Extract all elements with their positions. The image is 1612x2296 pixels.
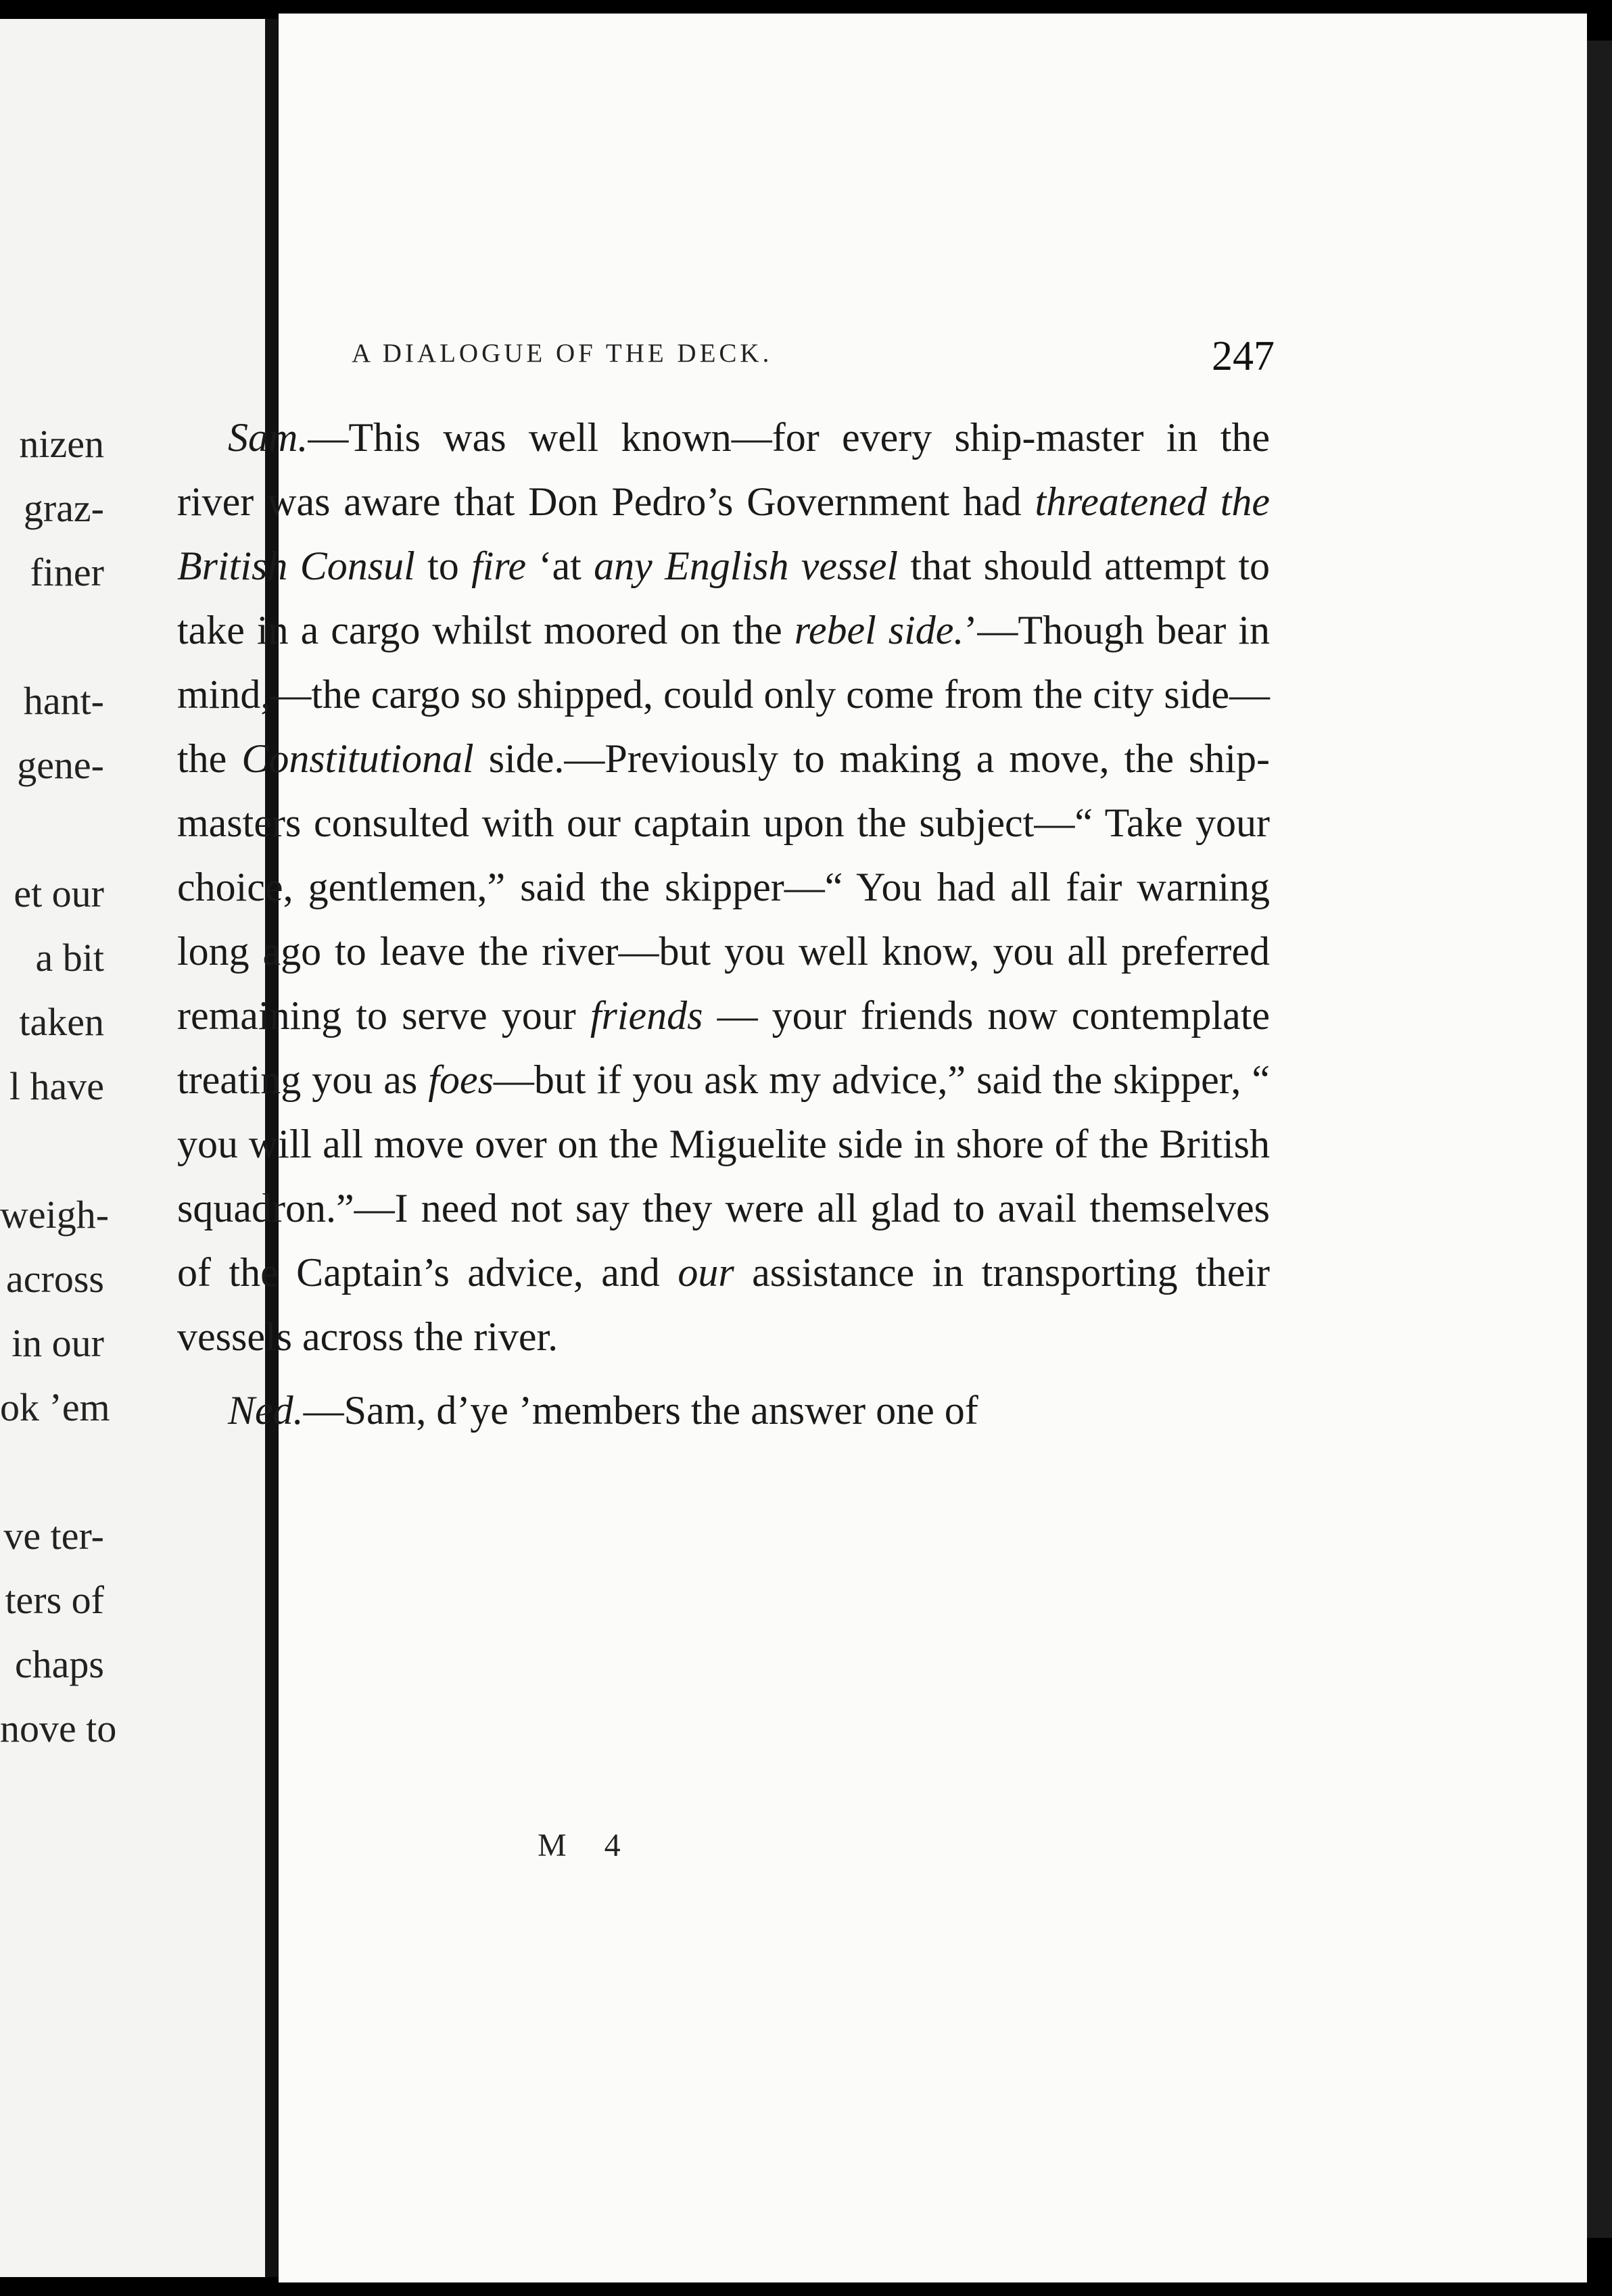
facing-page-line: ters of bbox=[5, 1578, 104, 1622]
facing-page-line: gene- bbox=[17, 743, 104, 787]
body-text-span: —Sam, d’ye ’members the answer one of bbox=[303, 1388, 978, 1433]
italic-text: our bbox=[678, 1250, 734, 1295]
body-text-span: ’—Though bear in mind,—the cargo so shipped, could only come from the city side—the bbox=[177, 608, 1270, 781]
body-text-span: —but if you ask my advice,” said the skipper, “ you will all move over on the Miguelite side in shore of the British squadron.”—I need not say they were all glad to avail themselves of the Captain’s advice, and bbox=[177, 1057, 1270, 1295]
italic-text: foes bbox=[428, 1057, 494, 1102]
facing-page-line: in our bbox=[11, 1321, 104, 1365]
body-text-span: —This was well known—for every ship-master in the river was aware that Don Pedro’s Government had bbox=[177, 415, 1270, 524]
paragraph-sam bbox=[177, 406, 1270, 1369]
facing-page-line: chaps bbox=[14, 1642, 104, 1686]
facing-page-line: weigh- bbox=[0, 1193, 110, 1237]
signature-mark: M 4 bbox=[538, 1827, 636, 1863]
facing-page-line: nove to bbox=[0, 1706, 117, 1750]
italic-text: Ned. bbox=[228, 1388, 304, 1433]
italic-text: any English vessel bbox=[594, 544, 899, 588]
italic-text: Sam. bbox=[228, 415, 308, 460]
facing-page-line: nizen bbox=[19, 422, 104, 466]
paragraph-ned bbox=[177, 1379, 1270, 1443]
facing-page-line: l have bbox=[9, 1064, 104, 1108]
facing-page-line: ok ’em bbox=[0, 1385, 110, 1429]
facing-page-line: a bit bbox=[35, 936, 104, 980]
facing-page-line: across bbox=[6, 1257, 104, 1301]
body-text-span: ‘at bbox=[526, 544, 594, 588]
facing-page-line: finer bbox=[30, 550, 104, 594]
body-text bbox=[177, 406, 1270, 1443]
body-text-span: assistance in transporting their vessels across the river. bbox=[177, 1250, 1270, 1359]
facing-page-line: hant- bbox=[23, 679, 104, 723]
body-text-span: side.—Previously to making a move, the ship-masters consulted with our captain upon the subject—“ Take your choice, gentlemen,” said the skipper—“ You had all fair warning long ago to leave the river—but you well know, you all preferred remaining to serve your bbox=[177, 736, 1270, 1038]
page-header bbox=[352, 333, 1275, 380]
italic-text: threatened the British Consul bbox=[177, 479, 1270, 588]
running-title: A DIALOGUE OF THE DECK. bbox=[352, 339, 773, 368]
italic-text: rebel side. bbox=[794, 608, 964, 652]
facing-page-line: ve ter- bbox=[3, 1514, 104, 1558]
facing-page-line: taken bbox=[19, 1000, 104, 1044]
body-text-span: to bbox=[414, 544, 472, 588]
facing-page-line: et our bbox=[14, 871, 104, 915]
body-text-span: — your friends now contemplate treating you as bbox=[177, 993, 1270, 1102]
italic-text: fire bbox=[471, 544, 527, 588]
facing-page-line: graz- bbox=[23, 486, 104, 530]
italic-text: Constitutional bbox=[241, 736, 474, 781]
italic-text: friends bbox=[590, 993, 703, 1038]
page-edge-shadow bbox=[1587, 41, 1612, 2238]
body-text-span: that should attempt to take in a cargo whilst moored on the bbox=[177, 544, 1271, 652]
page-number: 247 bbox=[1212, 333, 1275, 379]
